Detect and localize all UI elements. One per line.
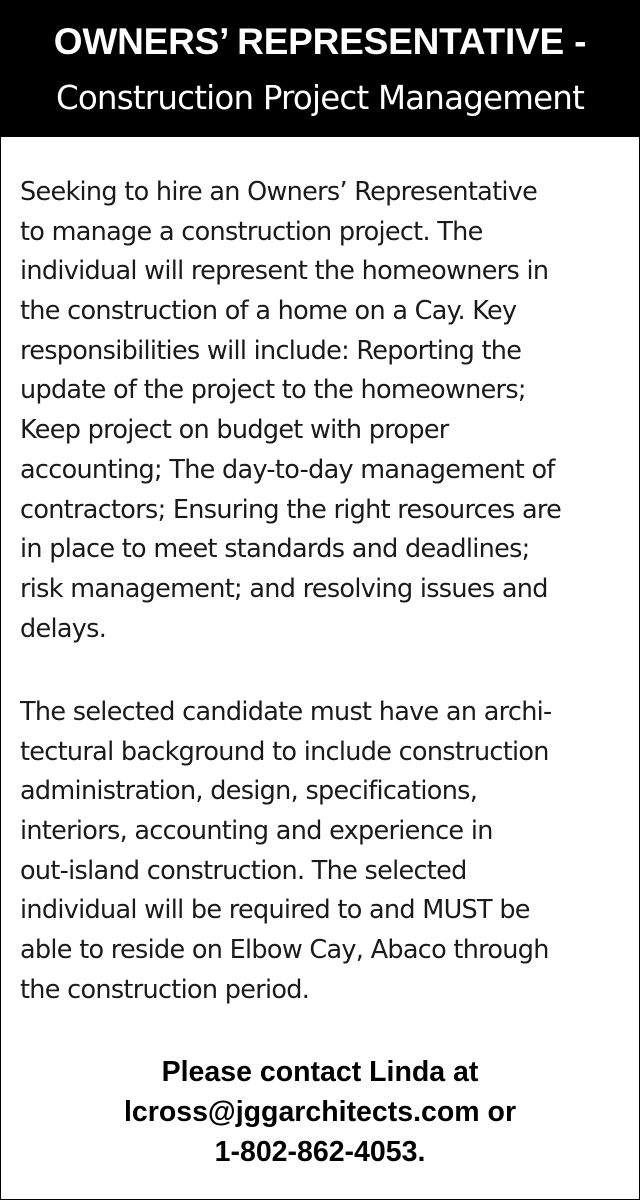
contact-phone: 1-802-862-4053.: [214, 1136, 426, 1168]
text-line: tectural background to include construction: [20, 736, 549, 767]
contact-block: [0, 1052, 640, 1172]
text-line: to manage a construction project. The: [20, 216, 483, 247]
ad-title: OWNERS’ REPRESENTATIVE -: [53, 21, 587, 62]
ad-subtitle: Construction Project Management: [55, 79, 585, 117]
description-paragraph: [20, 173, 561, 649]
text-line: Keep project on budget with proper: [20, 415, 449, 446]
text-line: in place to meet standards and deadlines;: [20, 534, 530, 565]
text-line: the construction of a home on a Cay. Key: [20, 296, 517, 327]
text-line: accounting; The day-to-day management of: [20, 454, 555, 485]
text-line: delays.: [20, 613, 107, 644]
text-line: responsibilities will include: Reporting the: [20, 335, 522, 366]
text-line: Seeking to hire an Owners’ Representative: [20, 177, 538, 207]
text-line: individual will represent the homeowners in: [20, 256, 549, 287]
text-line: administration, design, specifications,: [20, 776, 478, 807]
text-line: the construction period.: [20, 974, 310, 1005]
contact-line: Please contact Linda at: [161, 1056, 479, 1088]
text-line: risk management; and resolving issues and: [20, 573, 548, 604]
text-line: The selected candidate must have an archi-: [20, 697, 552, 727]
ad-header: [0, 0, 640, 137]
contact-email: lcross@jggarchitects.com or: [123, 1096, 517, 1128]
text-line: individual will be required to and MUST be: [20, 895, 530, 926]
text-line: interiors, accounting and experience in: [20, 816, 493, 847]
text-line: out-island construction. The selected: [20, 855, 467, 886]
requirements-paragraph: [20, 693, 552, 1011]
text-line: able to reside on Elbow Cay, Abaco through: [20, 935, 549, 966]
text-line: contractors; Ensuring the right resources are: [20, 494, 562, 525]
text-line: update of the project to the homeowners;: [20, 375, 526, 406]
